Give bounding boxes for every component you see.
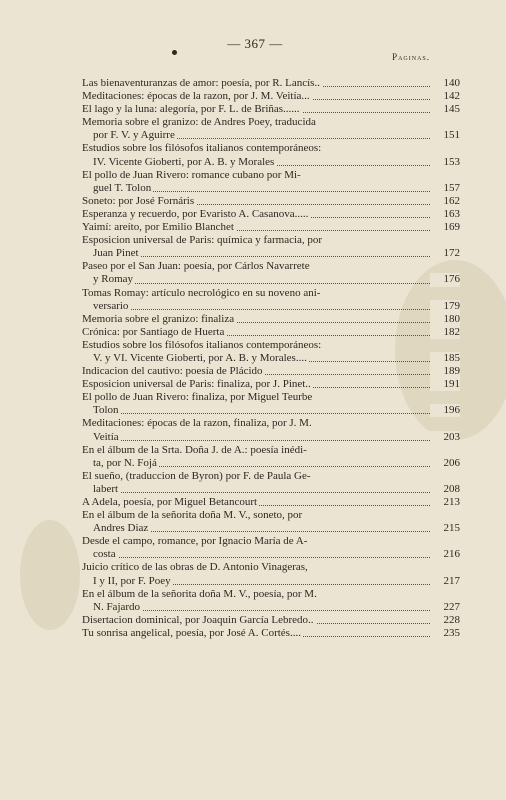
entry-title-line [82,614,462,627]
entry-page-number: 162 [430,195,460,208]
toc-entry [82,195,462,208]
entry-text: Soneto: por José Fornáris [82,194,195,207]
entry-title-line [82,287,462,300]
entry-text: Meditaciones: épocas de la razon, por J. M. Veitía... [82,90,310,103]
entry-title-line [82,169,462,182]
entry-page-number: 203 [430,431,460,444]
entry-title-line [82,509,462,522]
entry-text: V. y VI. Vicente Gioberti, por A. B. y Morales.... [93,351,307,364]
entry-page-number: 191 [430,378,460,391]
entry-text: Esposicion universal de Paris: química y farmacia, por [82,234,323,247]
entry-continuation-line [82,129,462,142]
entry-text: Tolon [93,404,119,417]
toc-entry [82,260,462,286]
entry-text: Andres Diaz [93,522,149,535]
toc-entry [82,326,462,339]
entry-text: guel T. Tolon [93,181,152,194]
entry-continuation-line [82,575,462,588]
toc-entry [82,614,462,627]
toc-entry [82,234,462,260]
entry-page-number: 185 [430,352,460,365]
entry-title-line [82,365,462,378]
entry-page-number: 157 [430,182,460,195]
entry-title-line [82,339,462,352]
entry-text: IV. Vicente Gioberti, por A. B. y Morales [93,155,275,168]
toc-entry [82,378,462,391]
entry-title-line [82,90,462,103]
toc-entry [82,208,462,221]
entry-title-line [82,234,462,247]
toc-entry [82,444,462,470]
entry-text: Disertacion dominical, por Joaquin García Lebredo.. [82,613,314,626]
entry-title-line [82,208,462,221]
entry-title-line [82,496,462,509]
entry-text: versario [93,299,129,312]
entry-title-line [82,77,462,90]
toc-entry [82,365,462,378]
entry-text: El pollo de Juan Rivero: romance cubano por Mi- [82,168,301,181]
entry-page-number: 206 [430,457,460,470]
entry-page-number: 176 [430,273,460,286]
entry-continuation-line [82,182,462,195]
entry-text: Tu sonrisa angelical, poesía, por José A. Cortés.... [82,626,301,639]
toc-entry [82,116,462,142]
entry-page-number: 227 [430,601,460,614]
entry-title-line [82,391,462,404]
entry-text: labert [93,482,119,495]
toc-entry [82,339,462,365]
entry-page-number: 180 [430,313,460,326]
toc-entry [82,77,462,90]
toc-entry [82,142,462,168]
entry-text: costa [93,548,116,561]
entry-text: El lago y la luna: alegoría, por F. L. de Briñas...... [82,103,300,116]
entry-text: Veitía [93,430,119,443]
page-header [0,36,506,66]
entry-title-line [82,470,462,483]
entry-page-number: 216 [430,548,460,561]
toc-entry [82,588,462,614]
paper-stain [20,520,80,630]
entry-text: Memoria sobre el granizo: finaliza [82,312,235,325]
entry-continuation-line [82,522,462,535]
entry-page-number: 189 [430,365,460,378]
entry-text: Juicio crítico de las obras de D. Antonio Vinageras, [82,561,308,574]
entry-page-number: 172 [430,247,460,260]
entry-title-line [82,627,462,640]
entry-text: y Romay [93,273,134,286]
entry-text: por F. V. y Aguirre [93,129,175,142]
entry-page-number: 215 [430,522,460,535]
toc-entry [82,221,462,234]
page-number: — 367 — [227,36,283,51]
entry-text: Juan Pinet [93,247,139,260]
entry-continuation-line [82,300,462,313]
entry-text: Las bienaventuranzas de amor: poesía, por R. Lancís.. [82,77,320,89]
entry-title-line [82,417,462,430]
entry-text: El sueño, (traduccion de Byron) por F. de Paula Ge- [82,469,311,482]
entry-text: Memoria sobre el granizo: de Andres Poey, traducida [82,116,316,129]
entry-continuation-line [82,273,462,286]
entry-text: Yaimí: areíto, por Emilio Blanchet [82,221,234,234]
entry-continuation-line [82,431,462,444]
entry-text: ta, por N. Fojá [93,456,157,469]
entry-title-line [82,535,462,548]
entry-title-line [82,195,462,208]
entry-page-number: 213 [430,496,460,509]
entry-page-number: 217 [430,575,460,588]
entry-text: El pollo de Juan Rivero: finaliza, por Miguel Teurbe [82,391,313,404]
entry-title-line [82,142,462,155]
entry-text: I y II, por F. Poey [93,574,171,587]
entry-page-number: 179 [430,300,460,313]
entry-text: Estudios sobre los filósofos italianos contemporáneos: [82,338,322,351]
entry-continuation-line [82,548,462,561]
entry-page-number: 169 [430,221,460,234]
entry-page-number: 151 [430,129,460,142]
entry-text: En el álbum de la señorita doña M. V., poesía, por M. [82,587,317,600]
entry-text: Esperanza y recuerdo, por Evaristo A. Casanova..... [82,207,309,220]
entry-text: Indicacion del cautivo: poesía de Plácido [82,365,263,378]
entry-text: Tomas Romay: artículo necrológico en su noveno ani- [82,286,321,299]
entry-title-line [82,313,462,326]
entry-continuation-line [82,483,462,496]
entry-title-line [82,326,462,339]
entry-title-line [82,378,462,391]
entry-continuation-line [82,601,462,614]
entry-title-line [82,116,462,129]
toc-entry [82,509,462,535]
entry-text: Crónica: por Santiago de Huerta [82,325,225,338]
entry-text: Paseo por el San Juan: poesía, por Cárlos Navarrete [82,260,310,273]
entry-continuation-line [82,352,462,365]
entry-page-number: 228 [430,614,460,627]
entry-title-line [82,221,462,234]
toc-entry [82,169,462,195]
entry-text: En el álbum de la señorita doña M. V., soneto, por [82,509,303,522]
entry-continuation-line [82,457,462,470]
entry-title-line [82,561,462,574]
entry-page-number: 140 [430,77,460,90]
entry-page-number: 208 [430,483,460,496]
toc-entry [82,287,462,313]
entry-page-number: 182 [430,326,460,339]
entry-page-number: 142 [430,90,460,103]
entry-page-number: 235 [430,627,460,640]
entry-text: En el álbum de la Srta. Doña J. de A.: poesía inédi- [82,443,307,456]
entry-continuation-line [82,247,462,260]
toc-entry [82,561,462,587]
table-of-contents [82,77,462,640]
entry-title-line [82,444,462,457]
entry-page-number: 153 [430,156,460,169]
toc-entry [82,391,462,417]
entry-continuation-line [82,404,462,417]
entry-text: Estudios sobre los filósofos italianos contemporáneos: [82,142,322,155]
toc-entry [82,417,462,443]
toc-entry [82,313,462,326]
toc-entry [82,103,462,116]
toc-entry [82,496,462,509]
entry-page-number: 163 [430,208,460,221]
entry-page-number: 145 [430,103,460,116]
pages-column-header: Paginas. [392,52,430,62]
entry-page-number: 196 [430,404,460,417]
toc-entry [82,627,462,640]
entry-text: Esposicion universal de Paris: finaliza, por J. Pinet.. [82,378,311,391]
toc-entry [82,535,462,561]
entry-text: A Adela, poesía, por Miguel Betancourt [82,496,258,508]
toc-entry [82,470,462,496]
entry-text: Desde el campo, romance, por Ignacio María de A- [82,535,308,548]
entry-text: Meditaciones: épocas de la razon, finaliza, por J. M. [82,417,312,430]
entry-continuation-line [82,156,462,169]
entry-title-line [82,260,462,273]
toc-entry [82,90,462,103]
entry-text: N. Fajardo [93,600,141,613]
entry-title-line [82,103,462,116]
entry-title-line [82,588,462,601]
bullet-mark [172,50,177,55]
